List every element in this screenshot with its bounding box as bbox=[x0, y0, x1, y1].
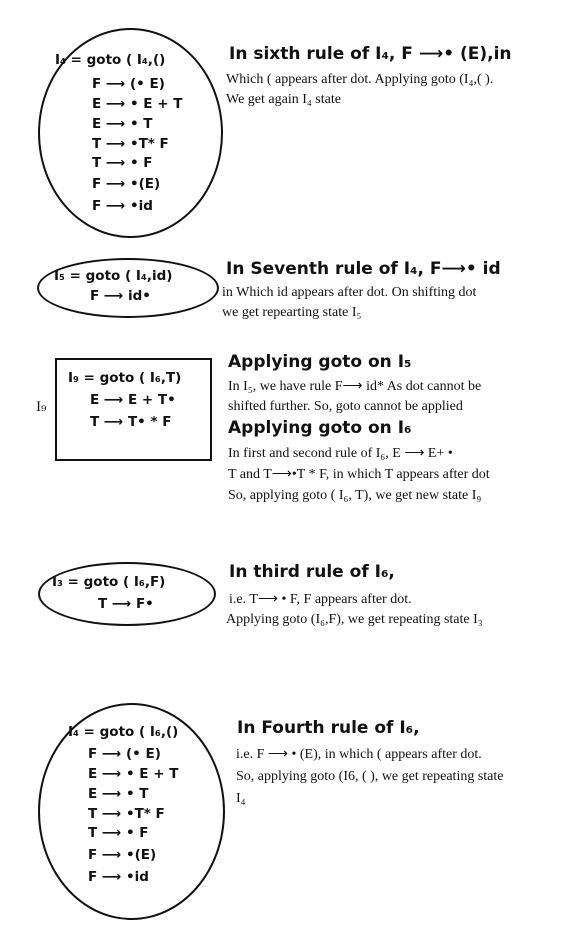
section-text-line: Applying goto (I₆,F), we get repeating state I₃ bbox=[226, 612, 483, 627]
section-text-line: i.e. T⟶ • F, F appears after dot. bbox=[229, 592, 412, 607]
section-heading: In sixth rule of I₄, F ⟶• (E),in bbox=[229, 44, 512, 64]
section-heading: In third rule of I₆, bbox=[229, 562, 395, 582]
section-text-line: So, applying goto ( I₆, T), we get new state I₉ bbox=[228, 488, 482, 503]
section-text-line: I₄ bbox=[236, 791, 246, 806]
state-item: E ⟶ • T bbox=[92, 116, 153, 132]
state-header: I₅ = goto ( I₄,id) bbox=[54, 268, 173, 284]
state-item: T ⟶ •T* F bbox=[92, 136, 169, 152]
section-text-line: in Which id appears after dot. On shifting dot bbox=[222, 285, 477, 300]
state-item: E ⟶ E + T• bbox=[90, 392, 176, 408]
section-heading: Applying goto on I₆ bbox=[228, 418, 412, 438]
state-header: I₄ = goto ( I₄,() bbox=[55, 52, 166, 68]
section-text-line: In I₅, we have rule F⟶ id* As dot cannot be bbox=[228, 379, 482, 394]
section-text-line: we get repearting state I₅ bbox=[222, 305, 362, 320]
state-item: T ⟶ F• bbox=[98, 596, 154, 612]
state-item: F ⟶ •(E) bbox=[88, 847, 157, 863]
state-item: F ⟶ •id bbox=[88, 869, 149, 885]
state-item: F ⟶ (• E) bbox=[92, 76, 165, 92]
section-heading: In Seventh rule of I₄, F⟶• id bbox=[226, 259, 501, 279]
section-text-line: shifted further. So, goto cannot be applied bbox=[228, 399, 463, 414]
state-header: I₃ = goto ( I₆,F) bbox=[52, 574, 166, 590]
state-item: T ⟶ • F bbox=[92, 155, 153, 171]
state-item: F ⟶ •(E) bbox=[92, 176, 161, 192]
state-item: E ⟶ • E + T bbox=[88, 766, 179, 782]
section-heading: In Fourth rule of I₆, bbox=[237, 718, 420, 738]
state-item: F ⟶ •id bbox=[92, 198, 153, 214]
section-text-line: So, applying goto (I6, ( ), we get repeating state bbox=[236, 769, 504, 784]
state-item: T ⟶ •T* F bbox=[88, 806, 165, 822]
state-item: F ⟶ id• bbox=[90, 288, 151, 304]
state-side-label: I₉ bbox=[36, 400, 47, 415]
state-header: I₉ = goto ( I₆,T) bbox=[68, 370, 182, 386]
state-header: I₄ = goto ( I₆,() bbox=[68, 724, 179, 740]
state-item: E ⟶ • T bbox=[88, 786, 149, 802]
section-text-line: i.e. F ⟶ • (E), in which ( appears after dot. bbox=[236, 747, 482, 762]
state-item: T ⟶ T• * F bbox=[90, 414, 172, 430]
state-item: E ⟶ • E + T bbox=[92, 96, 183, 112]
section-text-line: In first and second rule of I₆, E ⟶ E+ • bbox=[228, 446, 453, 461]
state-i3-ellipse bbox=[38, 562, 216, 626]
section-heading: Applying goto on I₅ bbox=[228, 352, 412, 372]
state-item: T ⟶ • F bbox=[88, 825, 149, 841]
state-item: F ⟶ (• E) bbox=[88, 746, 161, 762]
section-text-line: T and T⟶•T * F, in which T appears after dot bbox=[228, 467, 490, 482]
section-text-line: We get again I₄ state bbox=[226, 92, 341, 107]
section-text-line: Which ( appears after dot. Applying goto (I₄,( ). bbox=[226, 72, 494, 87]
